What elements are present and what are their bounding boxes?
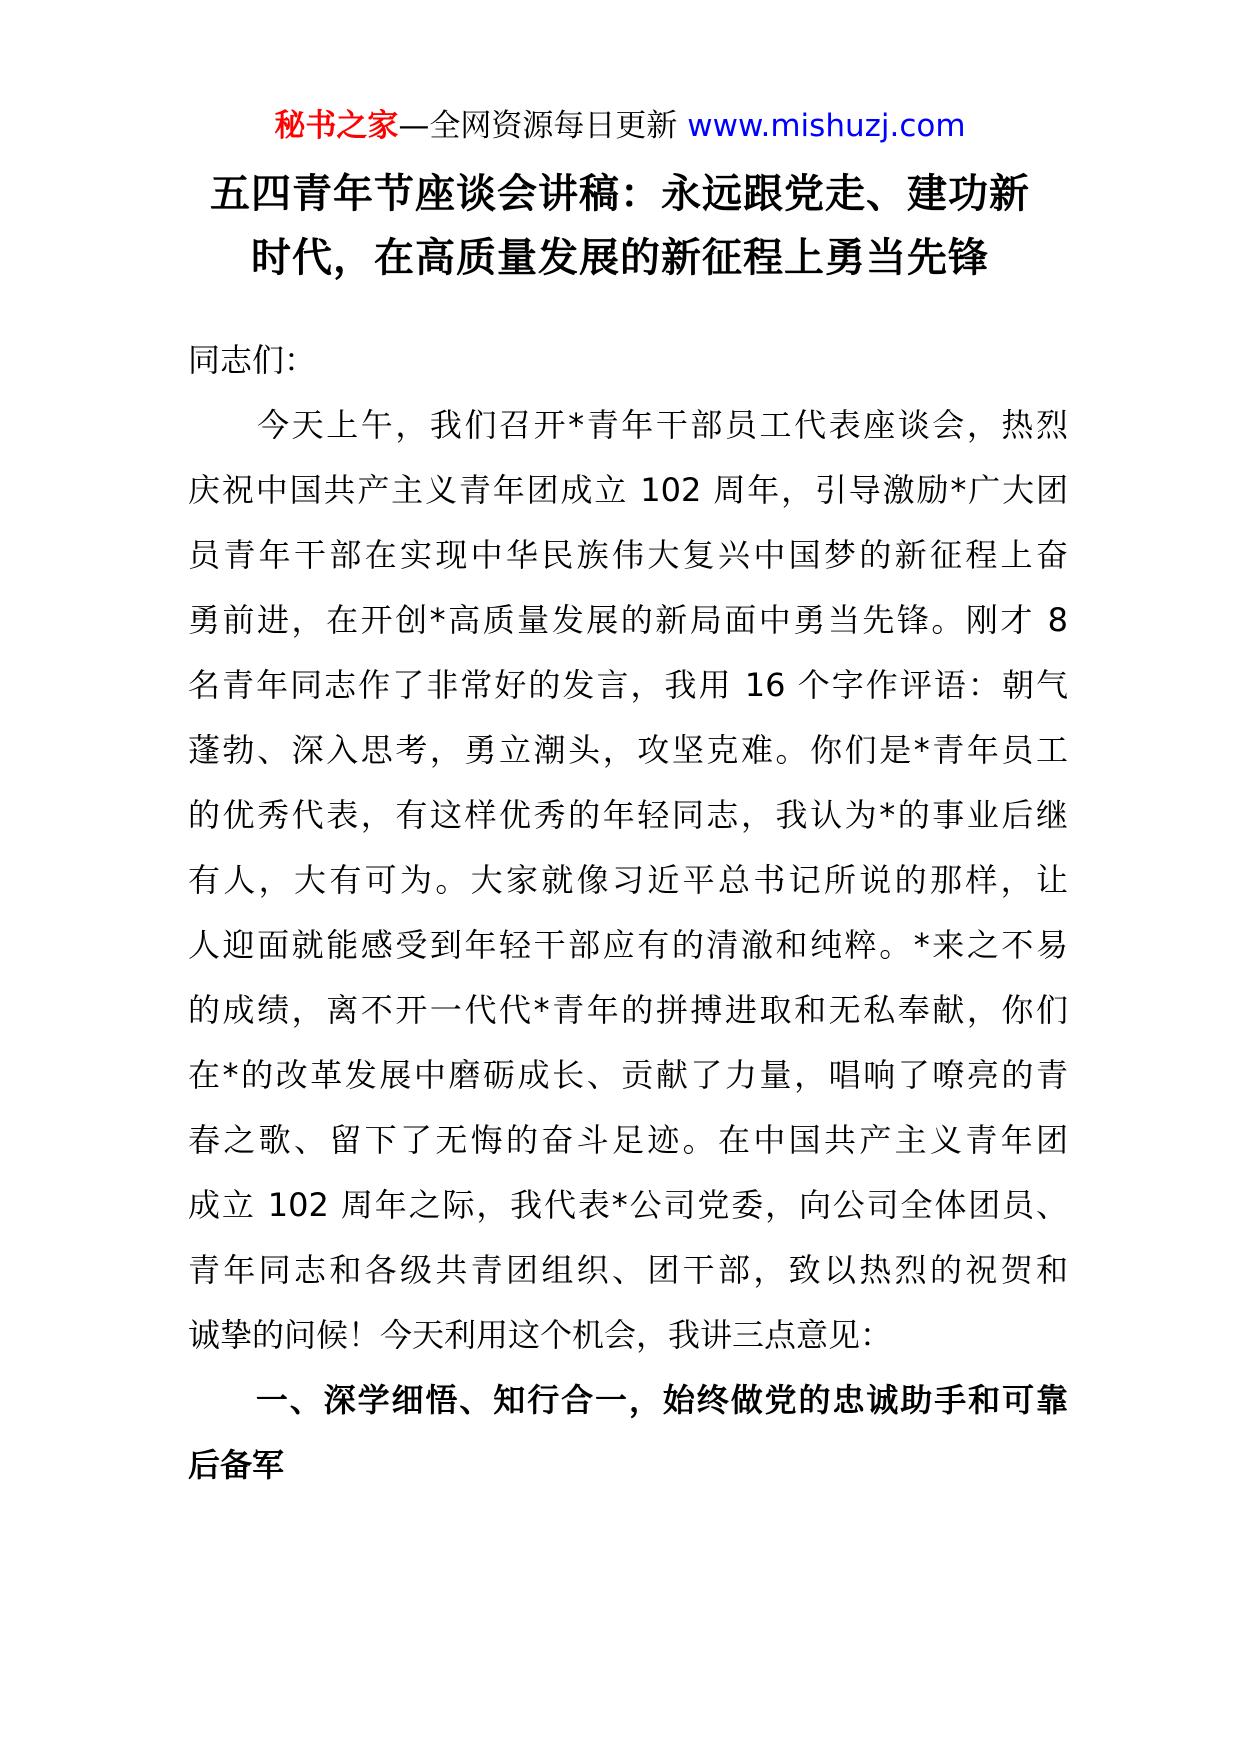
paragraph-line: 人迎面就能感受到年轻干部应有的清澈和纯粹。*来之不易	[188, 926, 1068, 964]
paragraph-line: 的优秀代表，有这样优秀的年轻同志，我认为*的事业后继	[188, 796, 1068, 834]
section-heading-line: 后备军	[188, 1446, 285, 1484]
site-url[interactable]: www.mishuzj.com	[687, 108, 966, 144]
paragraph-line: 庆祝中国共产主义青年团成立 102 周年，引导激励*广大团	[188, 471, 1068, 509]
paragraph-line: 有人，大有可为。大家就像习近平总书记所说的那样，让	[188, 861, 1068, 899]
paragraph-line: 名青年同志作了非常好的发言，我用 16 个字作评语：朝气	[188, 666, 1068, 704]
site-header	[0, 104, 1240, 148]
document-body	[188, 328, 1068, 1498]
paragraph-line: 勇前进，在开创*高质量发展的新局面中勇当先锋。刚才 8	[188, 601, 1068, 639]
paragraph-line: 蓬勃、深入思考，勇立潮头，攻坚克难。你们是*青年员工	[188, 731, 1068, 769]
document-title	[140, 162, 1100, 290]
site-brand: 秘书之家	[274, 108, 399, 144]
paragraph-line: 的成绩，离不开一代代*青年的拼搏进取和无私奉献，你们	[188, 991, 1068, 1029]
paragraph-line: 今天上午，我们召开*青年干部员工代表座谈会，热烈	[188, 406, 1068, 444]
paragraph-line: 在*的改革发展中磨砺成长、贡献了力量，唱响了嘹亮的青	[188, 1056, 1068, 1094]
paragraph-1	[188, 393, 1068, 1368]
greeting: 同志们：	[188, 341, 317, 379]
paragraph-line: 成立 102 周年之际，我代表*公司党委，向公司全体团员、	[188, 1186, 1068, 1224]
paragraph-line: 员青年干部在实现中华民族伟大复兴中国梦的新征程上奋	[188, 536, 1068, 574]
site-tagline: —全网资源每日更新	[398, 108, 688, 144]
paragraph-line: 诚挚的问候！今天利用这个机会，我讲三点意见：	[188, 1316, 893, 1354]
section-heading-1	[188, 1368, 1068, 1498]
title-line-1: 五四青年节座谈会讲稿：永远跟党走、建功新	[210, 171, 1030, 217]
title-line-2: 时代，在高质量发展的新征程上勇当先锋	[251, 235, 989, 281]
paragraph-line: 青年同志和各级共青团组织、团干部，致以热烈的祝贺和	[188, 1251, 1068, 1289]
section-heading-line: 一、深学细悟、知行合一，始终做党的忠诚助手和可靠	[188, 1381, 1068, 1419]
paragraph-line: 春之歌、留下了无悔的奋斗足迹。在中国共产主义青年团	[188, 1121, 1068, 1159]
